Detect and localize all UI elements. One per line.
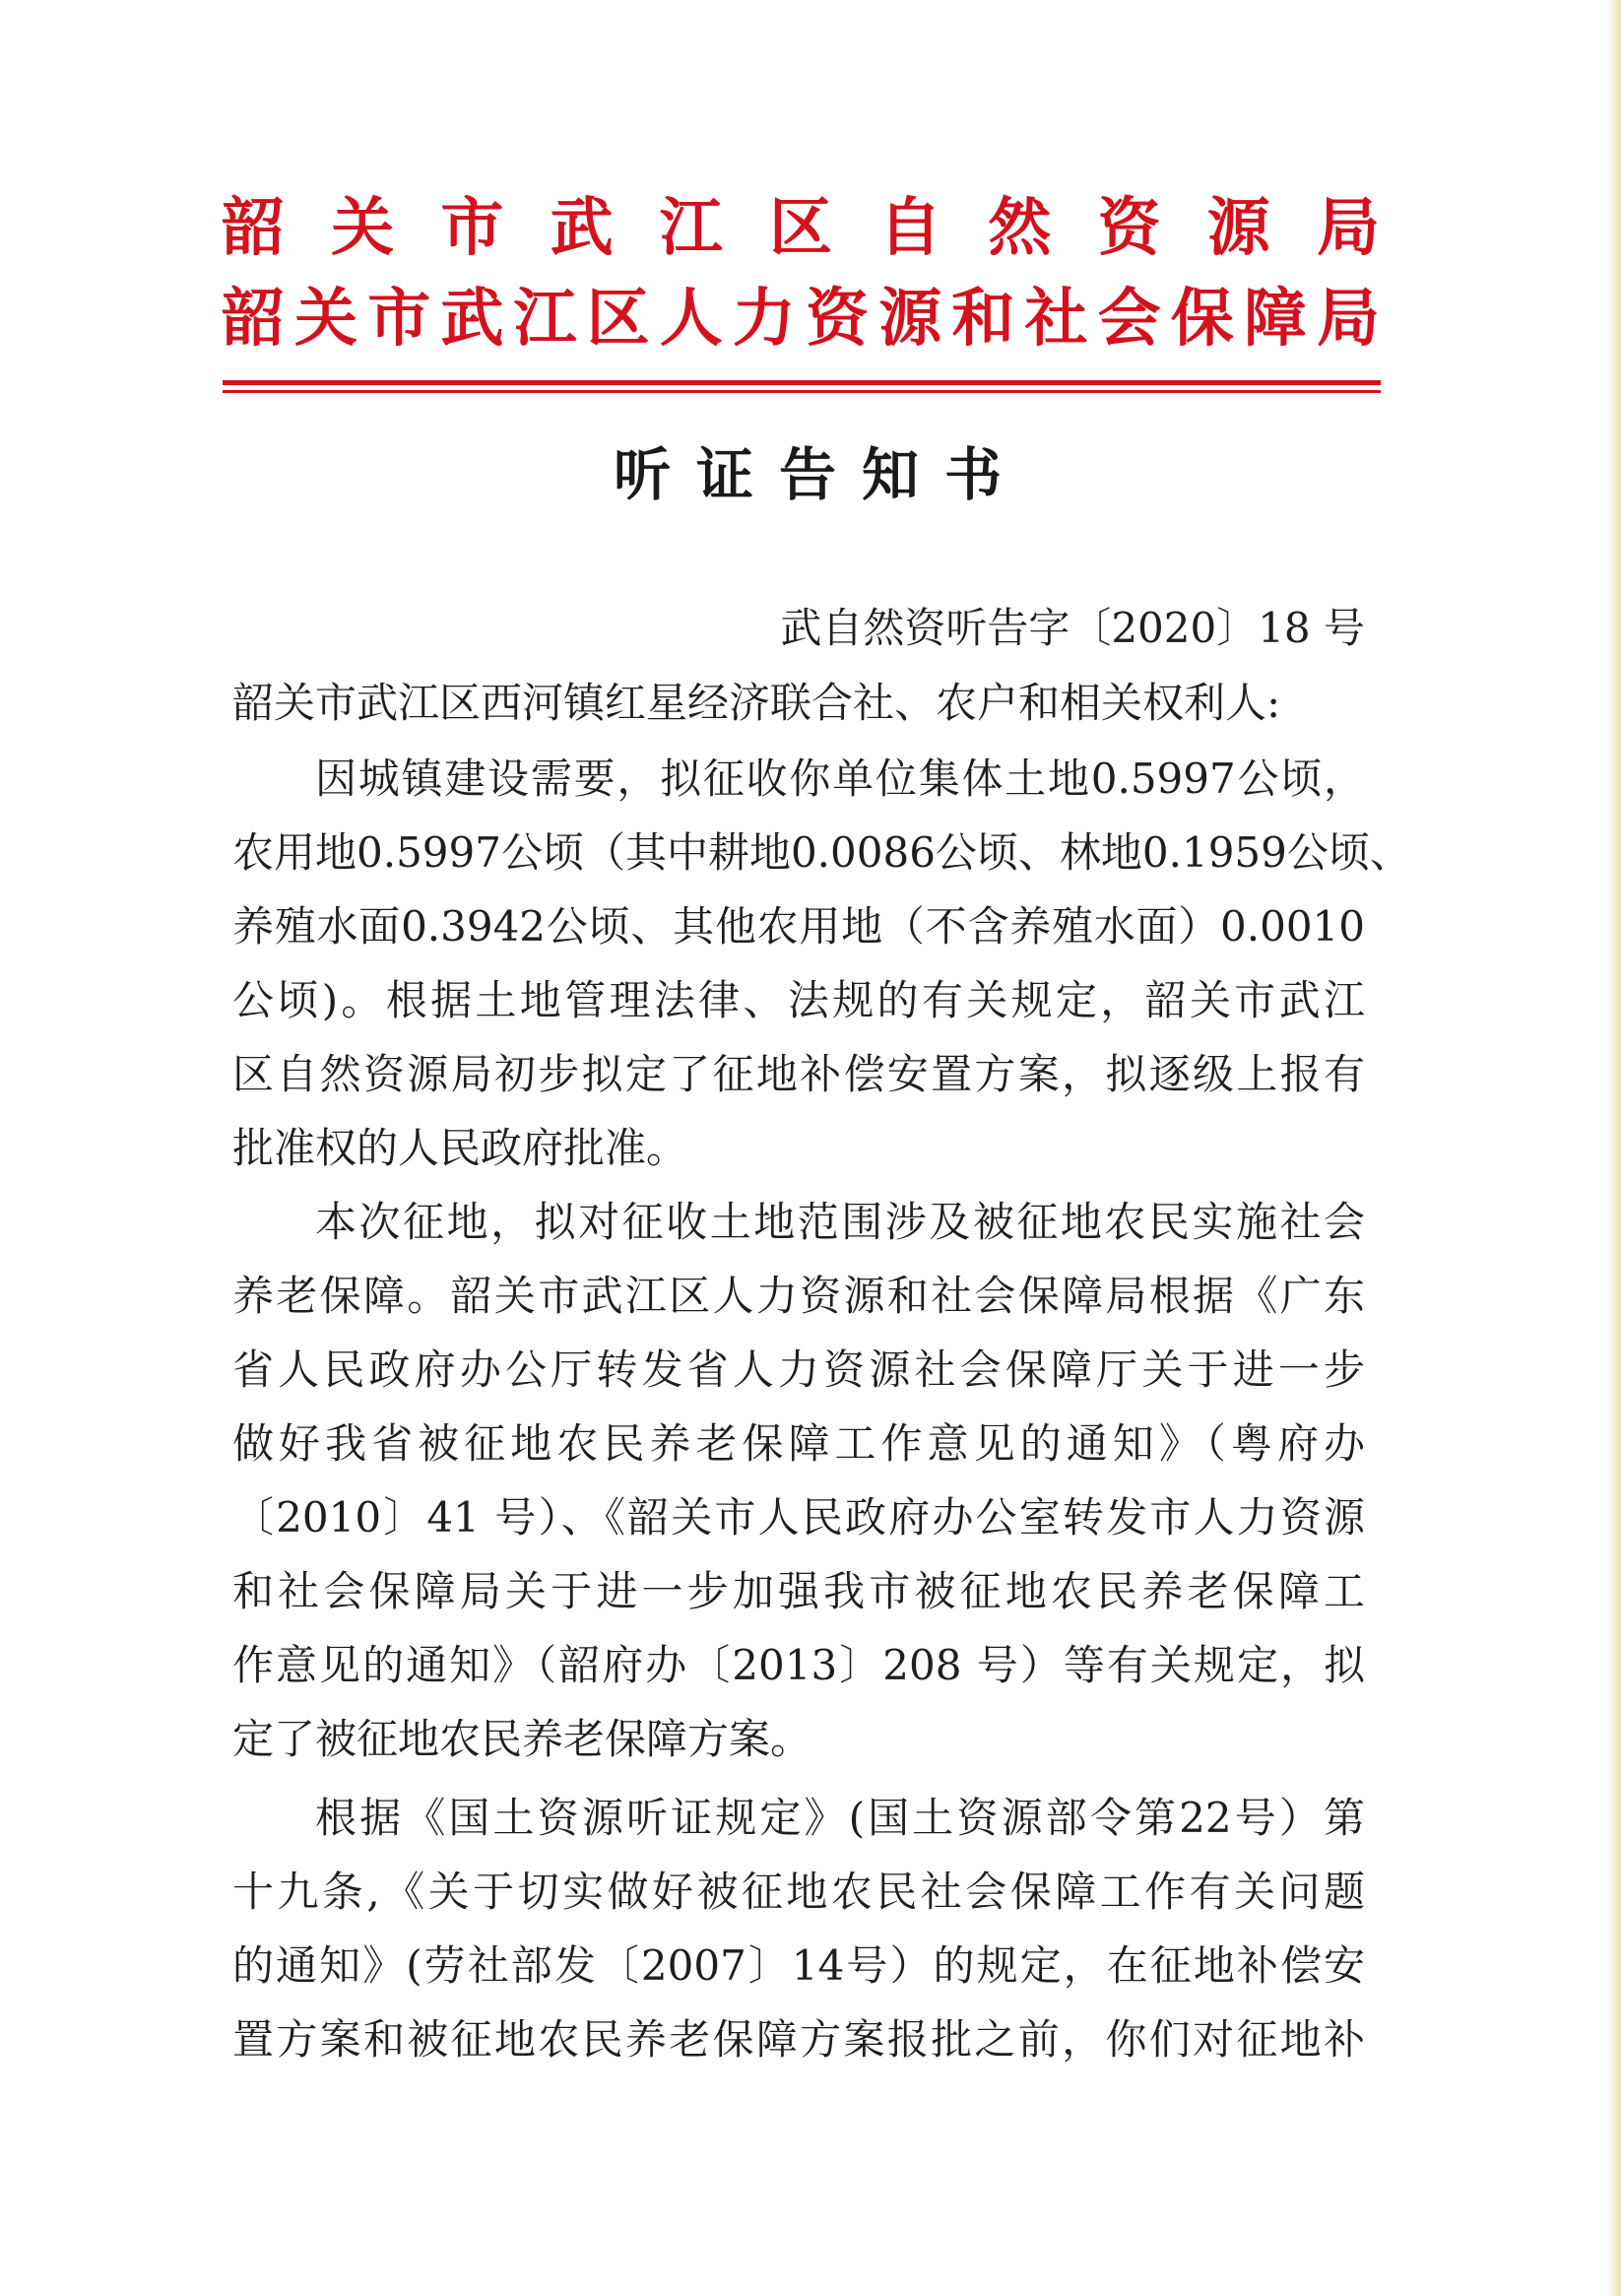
body-line: 置方案和被征地农民养老保障方案报批之前，你们对征地补 (232, 2015, 1365, 2064)
red-header-rule-thick (223, 380, 1381, 385)
body-line: 养殖水面0.3942公顷、其他农用地（不含养殖水面）0.0010 (232, 902, 1365, 951)
body-line: 做好我省被征地农民养老保障工作意见的通知》（粤府办 (232, 1419, 1365, 1468)
body-line: 本次征地，拟对征收土地范围涉及被征地农民实施社会 (315, 1198, 1365, 1246)
addressee: 韶关市武江区西河镇红星经济联合社、农户和相关权利人: (232, 679, 1281, 727)
body-line: 公顷)。根据土地管理法律、法规的有关规定，韶关市武江 (232, 976, 1365, 1024)
body-line: 定了被征地农民养老保障方案。 (232, 1715, 812, 1763)
body-line: 批准权的人民政府批准。 (232, 1124, 688, 1172)
body-line: 根据《国土资源听证规定》(国土资源部令第22号）第 (315, 1794, 1365, 1842)
body-line: 区自然资源局初步拟定了征地补偿安置方案，拟逐级上报有 (232, 1050, 1365, 1098)
body-line: 省人民政府办公厅转发省人力资源社会保障厅关于进一步 (232, 1345, 1365, 1394)
body-line: 因城镇建设需要，拟征收你单位集体土地0.5997公顷， (315, 754, 1365, 803)
issuing-org-natural-resources: 韶关市武江区自然资源局 (222, 191, 1380, 265)
body-line: 的通知》(劳社部发〔2007〕14号）的规定，在征地补偿安 (232, 1941, 1365, 1990)
body-line: 养老保障。韶关市武江区人力资源和社会保障局根据《广东 (232, 1272, 1365, 1320)
body-line: 作意见的通知》（韶府办〔2013〕208 号）等有关规定，拟 (232, 1641, 1365, 1689)
body-line: 〔2010〕41 号）、《韶关市人民政府办公室转发市人力资源 (232, 1493, 1365, 1542)
body-line: 十九条,《关于切实做好被征地农民社会保障工作有关问题 (232, 1868, 1365, 1916)
red-header-rule-thin (223, 390, 1381, 393)
body-line: 和社会保障局关于进一步加强我市被征地农民养老保障工 (232, 1567, 1365, 1615)
document-number: 武自然资听告字〔2020〕18 号 (780, 604, 1365, 652)
scan-edge (1607, 0, 1621, 2296)
document-title: 听证告知书 (613, 441, 1027, 508)
issuing-org-human-resources: 韶关市武江区人力资源和社会保障局 (222, 282, 1380, 356)
body-line: 农用地0.5997公顷（其中耕地0.0086公顷、林地0.1959公顷、 (232, 828, 1411, 877)
